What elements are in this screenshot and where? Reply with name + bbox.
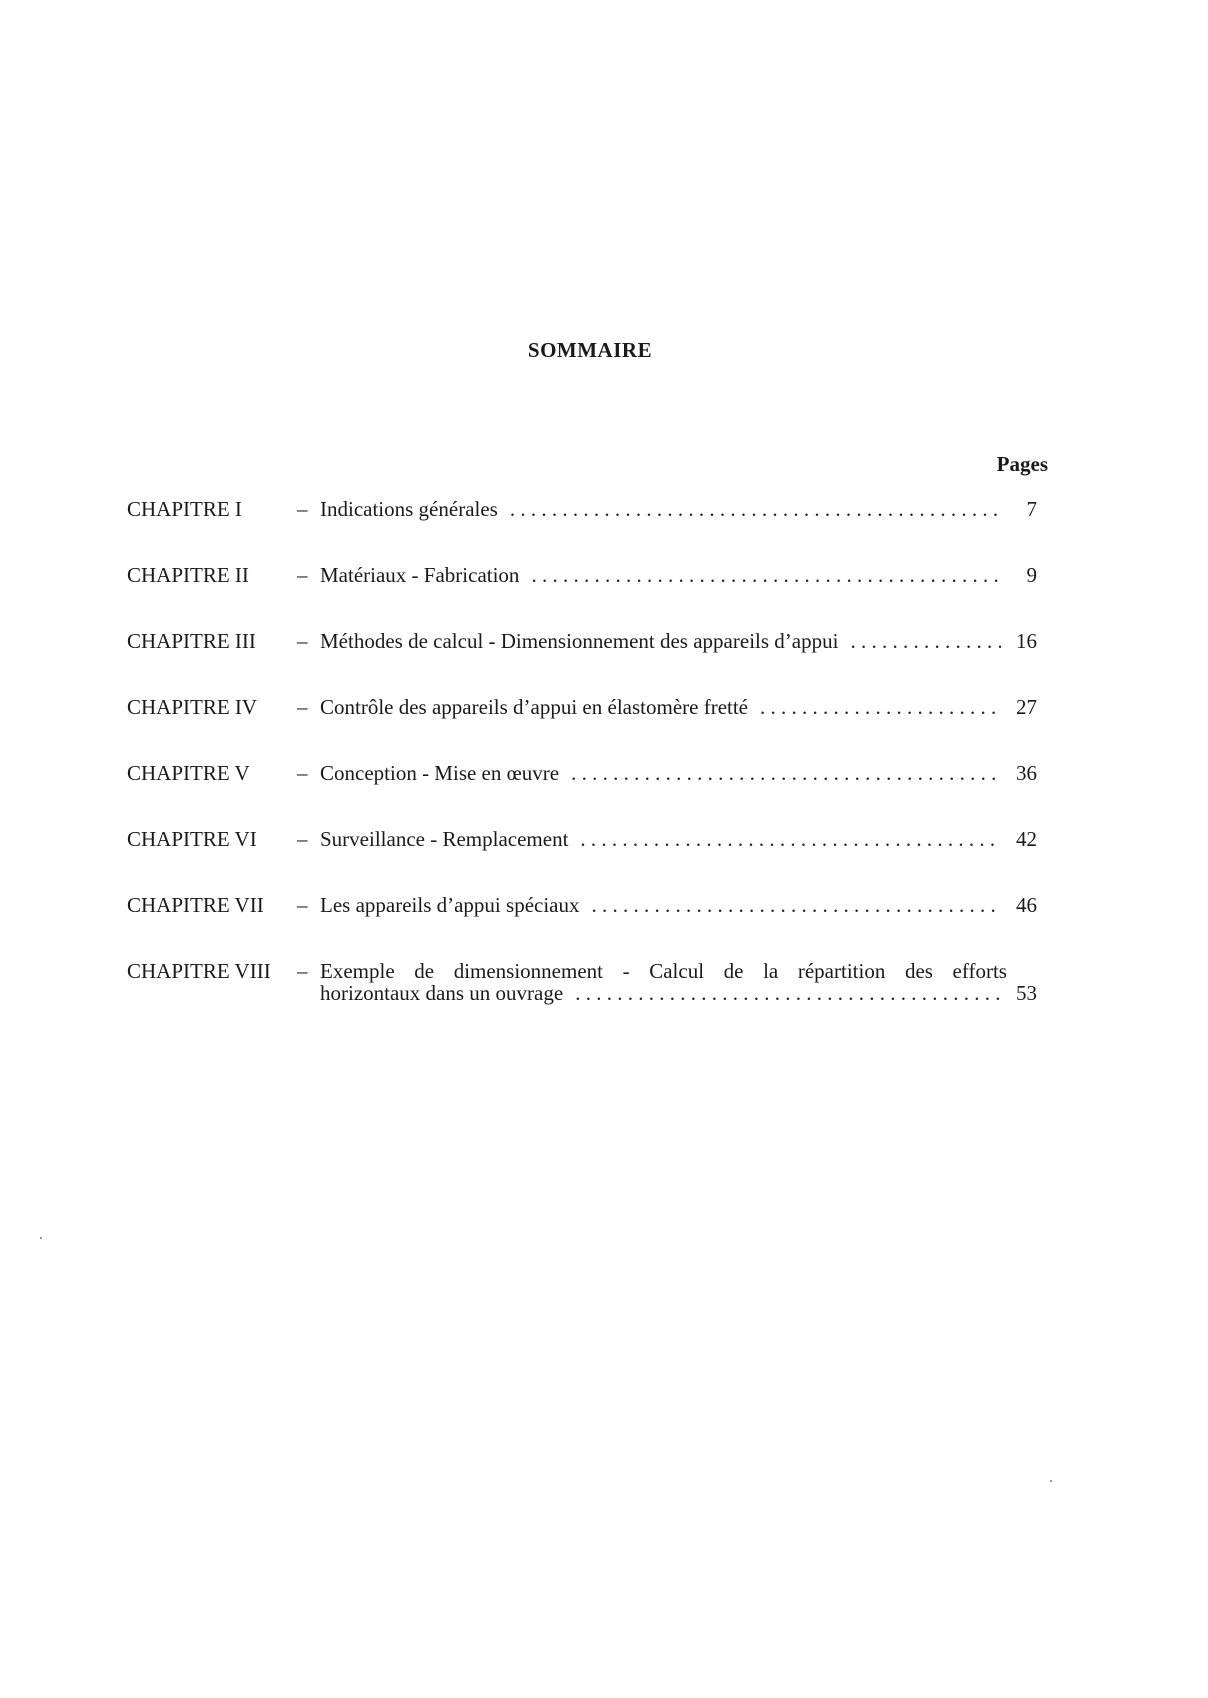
chapter-title: Surveillance - Remplacement bbox=[320, 827, 569, 851]
table-of-contents bbox=[127, 498, 1037, 1004]
toc-entry bbox=[127, 630, 1037, 652]
chapter-title: Indications générales bbox=[320, 497, 498, 521]
dot-leader bbox=[531, 564, 1001, 586]
chapter-title: Conception - Mise en œuvre bbox=[320, 761, 560, 785]
title-word: Calcul bbox=[649, 959, 705, 983]
chapter-title-line-1 bbox=[320, 960, 1037, 982]
chapter-label: CHAPITRE VIII bbox=[127, 959, 271, 983]
dot-leader bbox=[575, 982, 1001, 1004]
page-number: 9 bbox=[1026, 563, 1037, 587]
dot-leader bbox=[571, 762, 1001, 784]
toc-entry bbox=[127, 762, 1037, 784]
page-number: 16 bbox=[1016, 629, 1037, 653]
chapter-label: CHAPITRE II bbox=[127, 563, 249, 587]
toc-entry bbox=[127, 960, 1037, 1004]
chapter-title: Matériaux - Fabrication bbox=[320, 563, 520, 587]
title-word: de bbox=[723, 959, 744, 983]
chapter-label: CHAPITRE IV bbox=[127, 695, 258, 719]
chapter-label: CHAPITRE V bbox=[127, 761, 250, 785]
title-word: des bbox=[904, 959, 933, 983]
dash: – bbox=[297, 563, 308, 587]
title-word: dimensionnement bbox=[453, 959, 603, 983]
chapter-label: CHAPITRE VI bbox=[127, 827, 257, 851]
dash: – bbox=[297, 695, 308, 719]
toc-entry bbox=[127, 696, 1037, 718]
toc-entry bbox=[127, 498, 1037, 520]
page-number: 7 bbox=[1026, 497, 1037, 521]
dash: – bbox=[297, 761, 308, 785]
scan-speck bbox=[1050, 1480, 1052, 1482]
dash: – bbox=[297, 827, 308, 851]
scan-speck bbox=[40, 1237, 42, 1239]
pages-column-header: Pages bbox=[996, 452, 1048, 476]
page-number: 42 bbox=[1016, 827, 1037, 851]
chapter-title-line-2: horizontaux dans un ouvrage bbox=[320, 981, 564, 1005]
chapter-title: Contrôle des appareils d’appui en élastomère fretté bbox=[320, 695, 748, 719]
dash: – bbox=[297, 959, 308, 983]
dash: – bbox=[297, 497, 308, 521]
page-number: 46 bbox=[1016, 893, 1037, 917]
chapter-label: CHAPITRE VII bbox=[127, 893, 264, 917]
title-word: efforts bbox=[952, 959, 1007, 983]
dot-leader bbox=[850, 630, 1001, 652]
chapter-label: CHAPITRE I bbox=[127, 497, 242, 521]
title-word: - bbox=[622, 959, 630, 983]
page-number: 53 bbox=[1016, 981, 1037, 1005]
page-number: 27 bbox=[1016, 695, 1037, 719]
chapter-title: Les appareils d’appui spéciaux bbox=[320, 893, 580, 917]
dot-leader bbox=[580, 828, 1001, 850]
dash: – bbox=[297, 629, 308, 653]
dot-leader bbox=[760, 696, 1001, 718]
toc-entry bbox=[127, 894, 1037, 916]
dot-leader bbox=[592, 894, 1002, 916]
chapter-title: Méthodes de calcul - Dimensionnement des appareils d’appui bbox=[320, 629, 839, 653]
dot-leader bbox=[510, 498, 1001, 520]
title-word: de bbox=[414, 959, 435, 983]
page-title: SOMMAIRE bbox=[527, 338, 653, 362]
toc-entry bbox=[127, 564, 1037, 586]
title-word: Exemple bbox=[320, 959, 395, 983]
toc-entry bbox=[127, 828, 1037, 850]
page-number: 36 bbox=[1016, 761, 1037, 785]
title-word: répartition bbox=[797, 959, 886, 983]
title-word: la bbox=[763, 959, 779, 983]
chapter-label: CHAPITRE III bbox=[127, 629, 256, 653]
dash: – bbox=[297, 893, 308, 917]
